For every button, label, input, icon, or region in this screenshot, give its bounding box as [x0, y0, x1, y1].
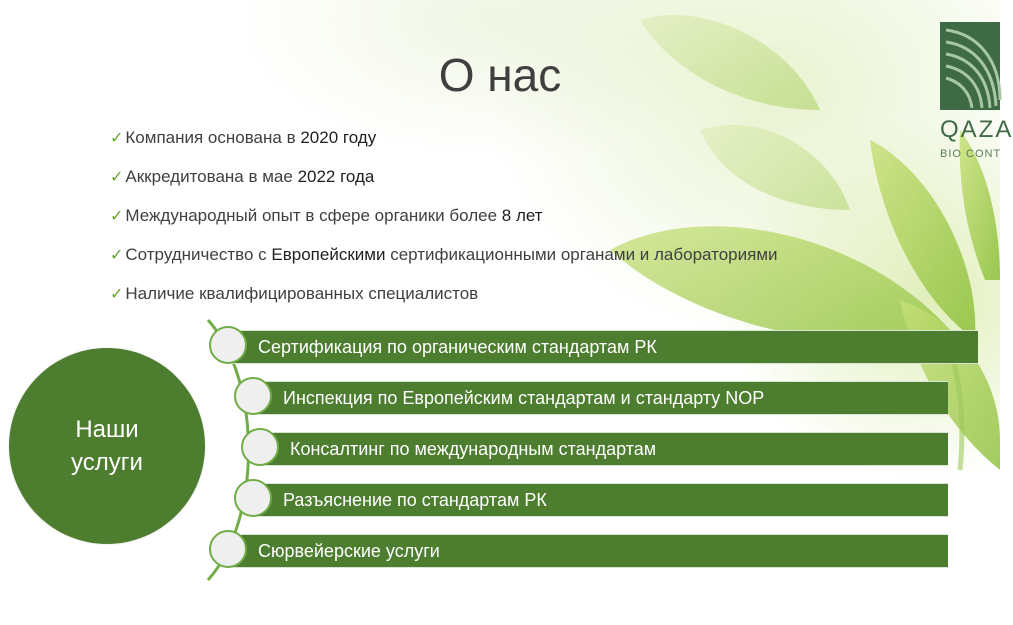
fact-text: Наличие квалифицированных специалистов: [125, 284, 479, 303]
service-bar-inspection: [253, 381, 948, 415]
fact-text: Компания основана в: [125, 128, 301, 147]
service-bullet-icon: [241, 428, 279, 466]
logo-text: QAZA: [940, 116, 1013, 143]
page-title: О нас: [438, 49, 562, 101]
fact-text: Сотрудничество с: [125, 245, 272, 264]
service-label: Разъяснение по стандартам РК: [283, 490, 547, 510]
fact-text: Международный опыт в сфере органики более: [125, 206, 502, 225]
services-heading-line2: услуги: [71, 449, 143, 476]
service-bar-explanation: [253, 483, 948, 517]
check-icon: ✓: [110, 286, 124, 303]
service-bar-survey: [228, 534, 948, 568]
service-bullet-icon: [209, 326, 247, 364]
service-label: Сертификация по органическим стандартам РК: [258, 337, 657, 357]
fact-text: Аккредитована в мае: [125, 167, 298, 186]
service-bar-consulting: [260, 432, 948, 466]
service-bullet-icon: [234, 377, 272, 415]
service-label: Инспекция по Европейским стандартам и стандарту NOP: [283, 388, 765, 408]
check-icon: ✓: [110, 130, 124, 147]
logo-subtext: BIO CONT: [940, 148, 1002, 160]
check-icon: ✓: [110, 247, 124, 264]
check-icon: ✓: [110, 169, 124, 186]
services-heading-line1: Наши: [75, 416, 139, 443]
service-bullet-icon: [234, 479, 272, 517]
fact-text-tail: сертификационными органами и лабораториями: [385, 245, 778, 264]
fact-highlight: 8 лет: [501, 206, 543, 225]
service-label: Сюрвейерские услуги: [258, 541, 440, 561]
fact-highlight: 2020 году: [300, 128, 377, 147]
service-bar-certification: [228, 330, 978, 364]
service-bullet-icon: [209, 530, 247, 568]
fact-highlight: 2022 года: [297, 167, 375, 186]
service-label: Консалтинг по международным стандартам: [290, 439, 657, 459]
fact-highlight: Европейскими: [271, 245, 386, 264]
services-heading-circle: [9, 348, 205, 544]
check-icon: ✓: [110, 208, 124, 225]
